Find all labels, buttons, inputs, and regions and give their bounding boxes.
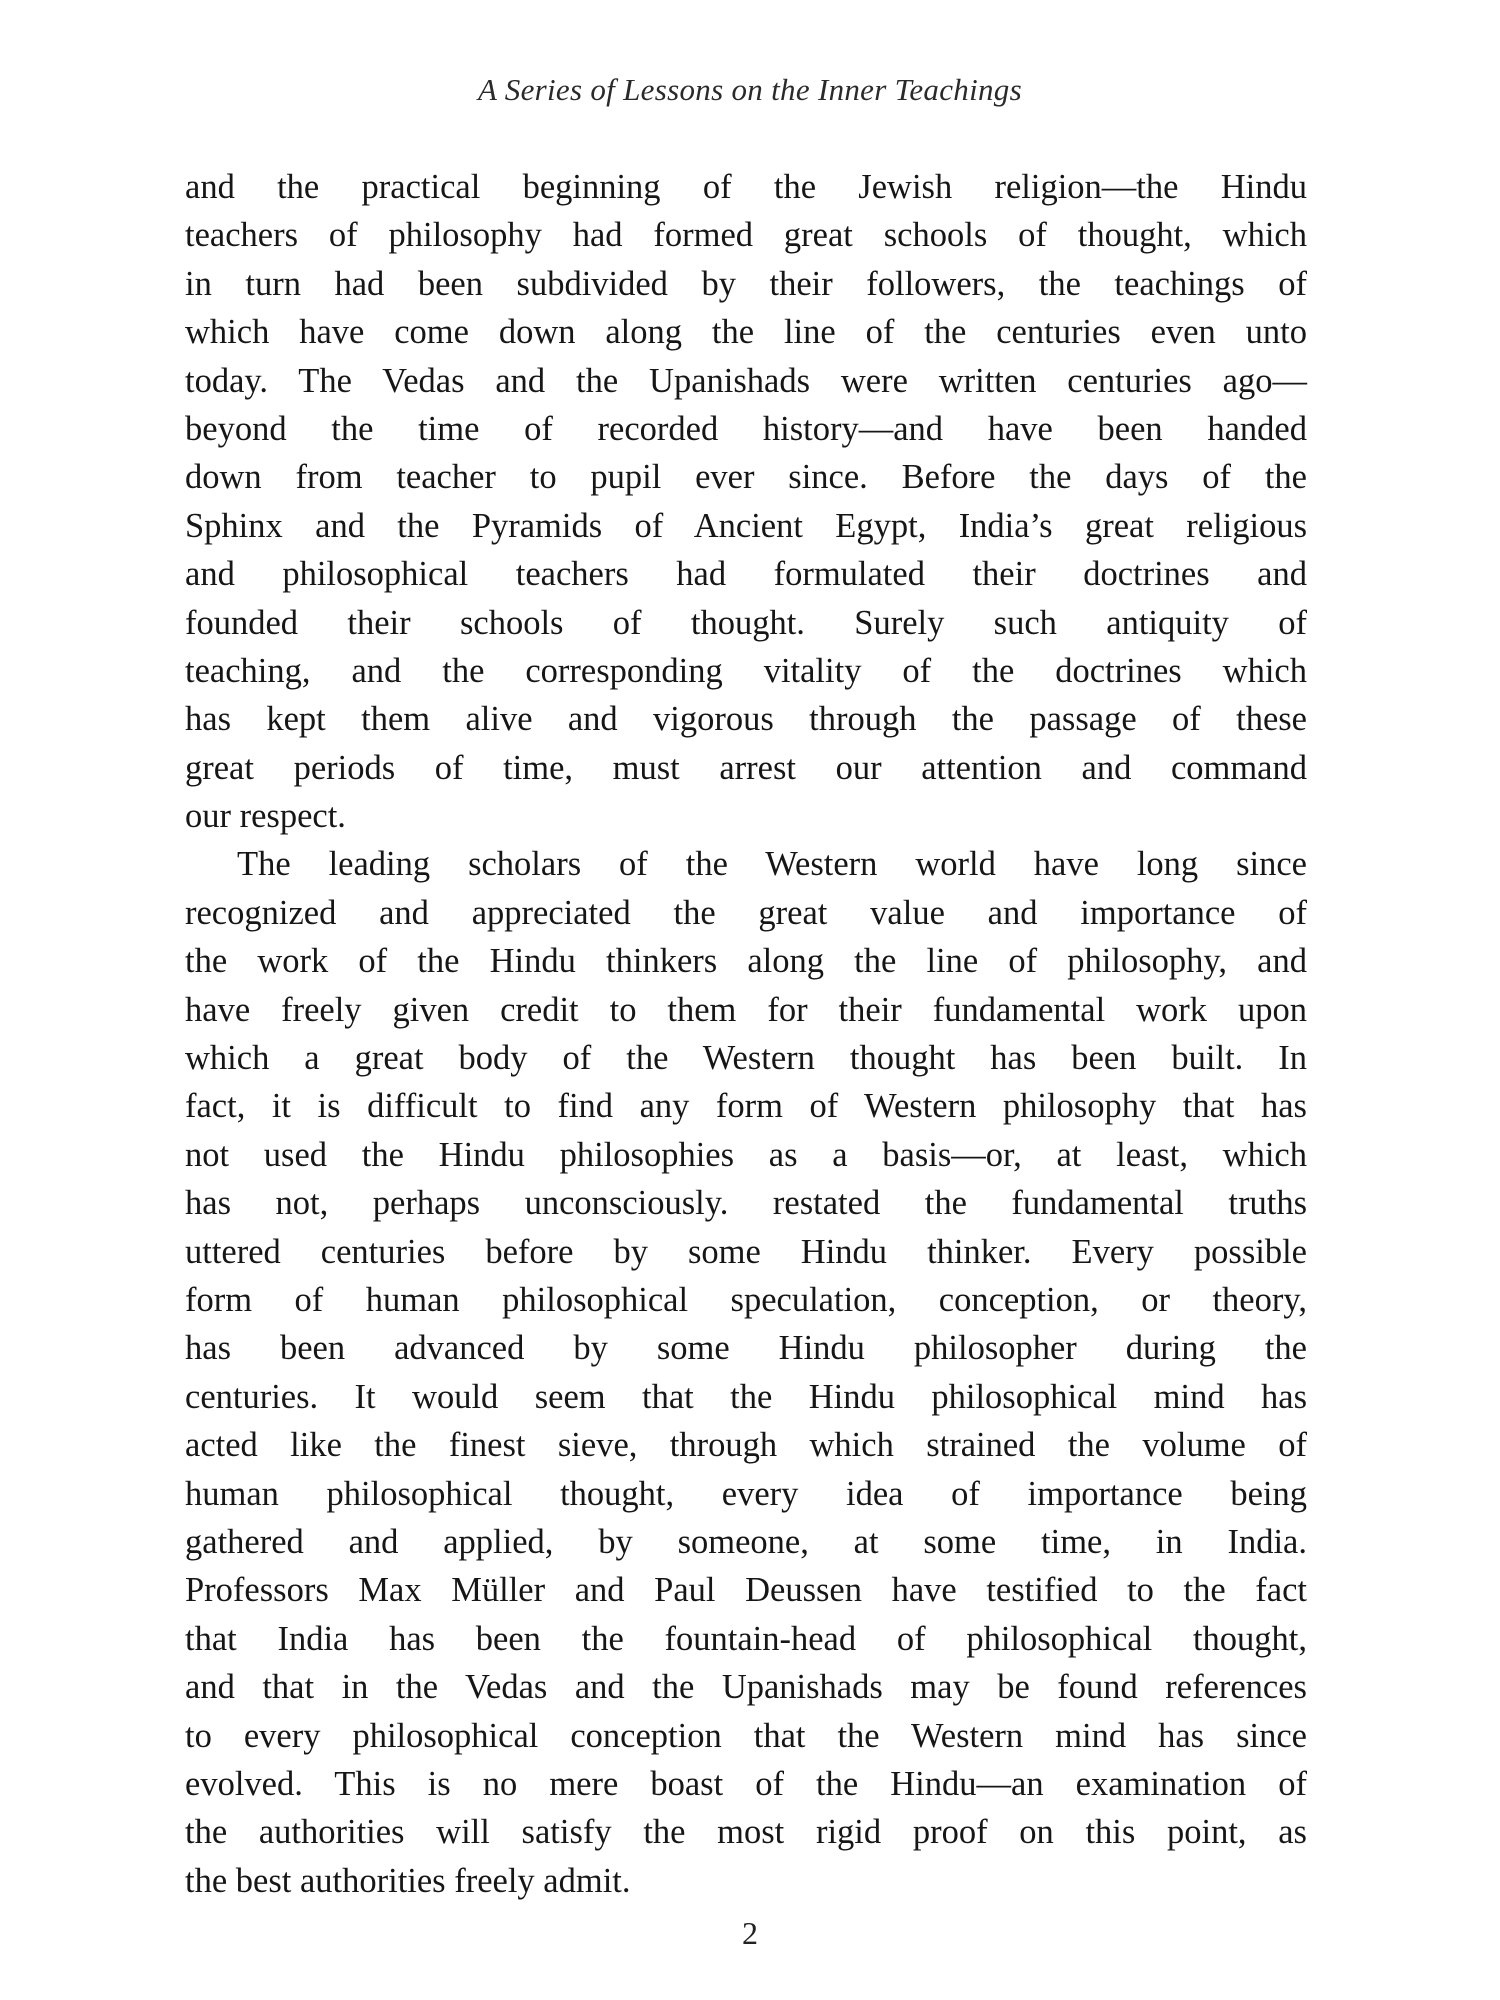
text-line: centuries. It would seem that the Hindu philosophical mind has — [185, 1377, 1307, 1416]
text-line: recognized and appreciated the great value and importance of — [185, 893, 1307, 932]
text-line: has not, perhaps unconsciously. restated the fundamental truths — [185, 1184, 1307, 1223]
text-line: Sphinx and the Pyramids of Ancient Egypt, India’s great religious — [185, 506, 1307, 545]
text-line: has been advanced by some Hindu philosopher during the — [185, 1329, 1307, 1368]
text-line: and the practical beginning of the Jewish religion—the Hindu — [185, 168, 1307, 206]
paragraph-2 — [185, 840, 1307, 1905]
text-line: has kept them alive and vigorous through the passage of these — [185, 700, 1307, 739]
text-line: have freely given credit to them for their fundamental work upon — [185, 990, 1307, 1029]
text-line: that India has been the fountain-head of philosophical thought, — [185, 1619, 1307, 1658]
text-line: teaching, and the corresponding vitality of the doctrines which — [185, 651, 1307, 690]
text-line: down from teacher to pupil ever since. Before the days of the — [185, 458, 1307, 497]
text-line: fact, it is difficult to find any form of Western philosophy that has — [185, 1087, 1307, 1126]
text-line: founded their schools of thought. Surely such antiquity of — [185, 603, 1307, 642]
page-number: 2 — [742, 1915, 758, 1951]
text-line: uttered centuries before by some Hindu thinker. Every possible — [185, 1232, 1307, 1271]
text-line: the authorities will satisfy the most rigid proof on this point, as — [185, 1813, 1307, 1852]
text-line: evolved. This is no mere boast of the Hindu—an examination of — [185, 1764, 1307, 1803]
text-line: the best authorities freely admit. — [185, 1861, 631, 1900]
text-line: to every philosophical conception that the Western mind has since — [185, 1716, 1307, 1755]
text-line: not used the Hindu philosophies as a basis—or, at least, which — [185, 1135, 1307, 1174]
text-line: gathered and applied, by someone, at some time, in India. — [185, 1522, 1307, 1561]
text-line: our respect. — [185, 797, 346, 836]
text-line: form of human philosophical speculation, conception, or theory, — [185, 1280, 1307, 1319]
text-line: and that in the Vedas and the Upanishads may be found references — [185, 1668, 1307, 1707]
text-line: great periods of time, must arrest our attention and command — [185, 748, 1307, 787]
text-line: acted like the finest sieve, through which strained the volume of — [185, 1426, 1307, 1465]
text-line: beyond the time of recorded history—and have been handed — [185, 409, 1307, 448]
text-line: teachers of philosophy had formed great schools of thought, which — [185, 216, 1307, 255]
paragraph-1 — [185, 163, 1307, 840]
text-line: which a great body of the Western thought has been built. In — [185, 1039, 1307, 1078]
text-line: which have come down along the line of the centuries even unto — [185, 313, 1307, 352]
text-line: and philosophical teachers had formulated their doctrines and — [185, 555, 1307, 594]
text-line: in turn had been subdivided by their followers, the teachings of — [185, 264, 1307, 303]
text-line: today. The Vedas and the Upanishads were written centuries ago— — [185, 361, 1307, 400]
running-head: A Series of Lessons on the Inner Teachings — [478, 72, 1022, 107]
text-line: The leading scholars of the Western world have long since — [237, 845, 1307, 884]
text-line: Professors Max Müller and Paul Deussen have testified to the fact — [185, 1571, 1307, 1610]
text-line: the work of the Hindu thinkers along the line of philosophy, and — [185, 942, 1307, 981]
text-line: human philosophical thought, every idea of importance being — [185, 1474, 1307, 1513]
body-text — [185, 163, 1307, 1905]
